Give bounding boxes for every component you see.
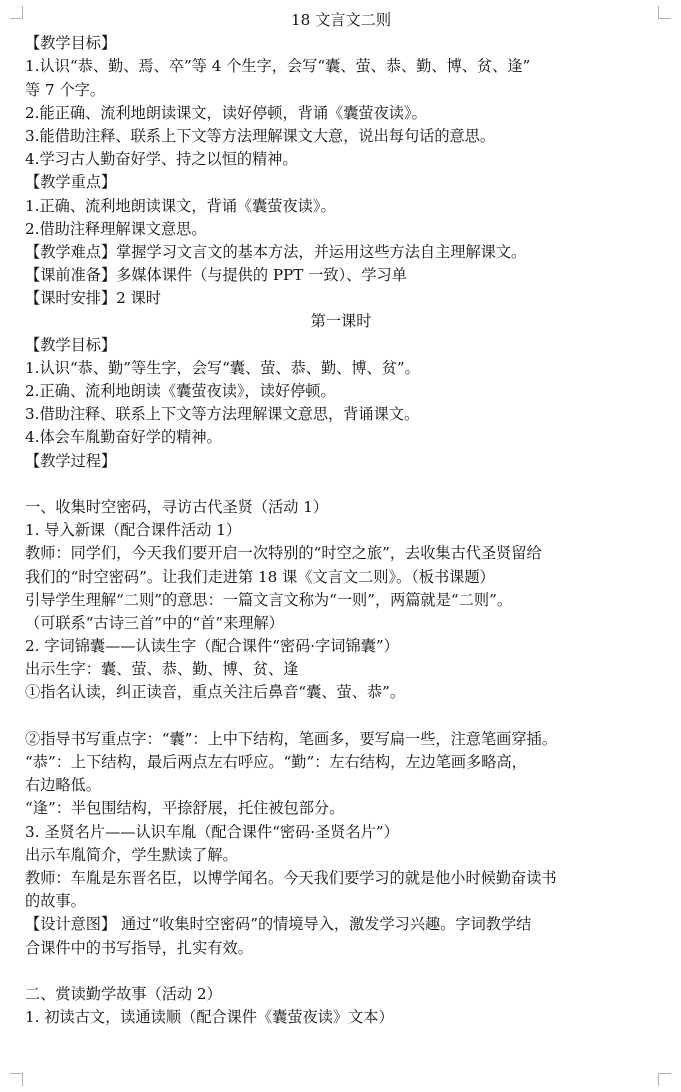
page-corner-mark-top-right — [658, 6, 671, 19]
keypoint-item-1: 1.正确、流利地朗读课文，背诵《囊萤夜读》。 — [25, 196, 336, 215]
step-1-2-writing-line-1: ②指导书写重点字：“囊”：上中下结构，笔画多，要写扁一些，注意笔画穿插。 — [25, 729, 557, 748]
blank-line — [25, 705, 657, 728]
objective-item-2: 2.能正确、流利地朗读课文，读好停顿，背诵《囊萤夜读》。 — [25, 103, 427, 122]
page-corner-mark-bottom-left — [10, 1073, 23, 1086]
objective-item-3: 3.能借助注释、联系上下文等方法理解课文大意，说出每句话的意思。 — [25, 126, 496, 145]
step-1-2-read-aloud: ①指名认读，纠正读音，重点关注后鼻音“囊、萤、恭”。 — [25, 683, 406, 702]
teaching-difficulty: 【教学难点】掌握学习文言文的基本方法，并运用这些方法自主理解课文。 — [25, 242, 527, 261]
step-1-2-writing-line-4: “逢”：半包围结构，平捺舒展，托住被包部分。 — [25, 799, 345, 818]
design-intent-line-1: 【设计意图】 通过“收集时空密码”的情境导入，激发学习兴趣。字词教学结 — [25, 915, 532, 934]
blank-line — [25, 960, 657, 983]
step-1-1-teacher-line-2: 我们的“时空密码”。让我们走进第 18 课《文言文二则》。（板书课题） — [25, 567, 495, 586]
teaching-process-heading: 【教学过程】 — [25, 451, 117, 470]
document-body — [25, 9, 657, 1029]
page-corner-mark-top-left — [10, 6, 23, 19]
objectives-heading: 【教学目标】 — [25, 34, 117, 53]
step-1-1-guide-line-1: 引导学生理解“二则”的意思：一篇文言文称为“一则”，两篇就是“二则”。 — [25, 590, 513, 609]
lesson-schedule: 【课时安排】2 课时 — [25, 289, 161, 308]
step-1-2-writing-line-3: 右边略低。 — [25, 776, 101, 795]
lesson-1-heading: 第一课时 — [310, 312, 372, 331]
lesson-1-objective-4: 4.体会车胤勤奋好学的精神。 — [25, 428, 222, 447]
step-1-2-writing-line-2: “恭”：上下结构，最后两点左右呼应。“勤”：左右结构，左边笔画多略高， — [25, 753, 527, 771]
design-intent-line-2: 合课件中的书写指导，扎实有效。 — [25, 938, 253, 957]
step-1-2-show-characters: 出示生字：囊、萤、恭、勤、博、贫、逢 — [25, 660, 299, 679]
blank-line — [25, 473, 657, 496]
lesson-1-objectives-heading: 【教学目标】 — [25, 335, 117, 354]
lesson-1-objective-2: 2.正确、流利地朗读《囊萤夜读》，读好停顿。 — [25, 382, 336, 400]
section-1-heading: 一、收集时空密码，寻访古代圣贤（活动 1） — [25, 497, 329, 516]
step-1-3-show-intro: 出示车胤简介，学生默读了解。 — [25, 845, 238, 864]
objective-item-1 — [25, 55, 657, 101]
objective-item-1-line-1: 1.认识“恭、勤、焉、卒”等 4 个生字，会写“囊、萤、恭、勤、博、贫、逢” — [25, 57, 531, 76]
class-preparation: 【课前准备】多媒体课件（与提供的 PPT 一致）、学习单 — [25, 266, 407, 285]
keypoints-heading: 【教学重点】 — [25, 173, 117, 192]
objective-item-4: 4.学习古人勤奋好学、持之以恒的精神。 — [25, 150, 298, 169]
step-1-3-teacher-line-1: 教师：车胤是东晋名臣，以博学闻名。今天我们要学习的就是他小时候勤奋读书 — [25, 868, 557, 887]
step-1-3-teacher-line-2: 的故事。 — [25, 892, 86, 911]
keypoint-item-2: 2.借助注释理解课文意思。 — [25, 219, 207, 238]
step-1-1-teacher-line-1: 教师：同学们，今天我们要开启一次特别的“时空之旅”，去收集古代圣贤留给 — [25, 544, 542, 563]
lesson-1-objective-3: 3.借助注释、联系上下文等方法理解课文意思，背诵课文。 — [25, 405, 420, 424]
objective-item-1-line-2: 等 7 个字。 — [25, 80, 106, 99]
lesson-1-objective-1: 1.认识“恭、勤”等生字，会写“囊、萤、恭、勤、博、贫”。 — [25, 358, 420, 377]
step-1-1-guide-line-2: （可联系“古诗三首”中的“首”来理解） — [25, 613, 284, 632]
page-corner-mark-bottom-right — [658, 1073, 671, 1086]
section-2-heading: 二、赏读勤学故事（活动 2） — [25, 984, 222, 1003]
step-2-1-heading: 1. 初读古文，读通读顺（配合课件《囊萤夜读》文本） — [25, 1008, 394, 1027]
document-title: 18 文言文二则 — [290, 11, 392, 29]
step-1-1-heading: 1. 导入新课（配合课件活动 1） — [25, 521, 242, 540]
step-1-2-heading: 2. 字词锦囊——认读生字（配合课件“密码·字词锦囊”） — [25, 637, 399, 656]
step-1-3-heading: 3. 圣贤名片——认识车胤（配合课件“密码·圣贤名片”） — [25, 822, 399, 841]
